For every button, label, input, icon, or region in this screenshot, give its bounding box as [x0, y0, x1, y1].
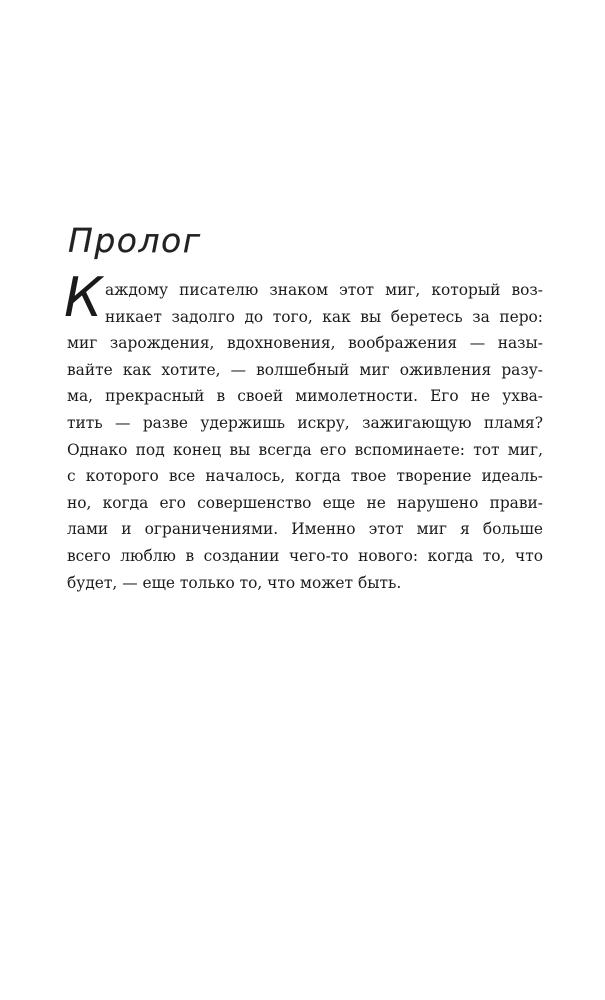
chapter-title: Пролог [68, 221, 202, 260]
text-line: будет, — еще только то, что может быть. [67, 573, 402, 592]
text-line: всего люблю в создании чего-то нового: когда то, что [67, 546, 543, 565]
text-line: но, когда его совершенство еще не нарушено прави- [67, 493, 543, 512]
text-line: тить — разве удержишь искру, зажигающую пламя? [67, 413, 543, 432]
text-line: вайте как хотите, — волшебный миг оживления разу- [67, 360, 543, 379]
text-line: лами и ограничениями. Именно этот миг я больше [67, 520, 543, 539]
prologue-paragraph [67, 277, 543, 596]
text-line: ма, прекрасный в своей мимолетности. Его не ухва- [67, 387, 543, 406]
text-line: никает задолго до того, как вы беретесь за перо: [105, 307, 543, 326]
text-line: миг зарождения, вдохновения, воображения — назы- [67, 334, 543, 353]
text-line: с которого все началось, когда твое творение идеаль- [67, 467, 543, 486]
text-line: аждому писателю знаком этот миг, который воз- [105, 281, 543, 299]
text-line: Однако под конец вы всегда его вспоминаете: тот миг, [67, 440, 543, 459]
drop-cap: К [64, 266, 103, 329]
